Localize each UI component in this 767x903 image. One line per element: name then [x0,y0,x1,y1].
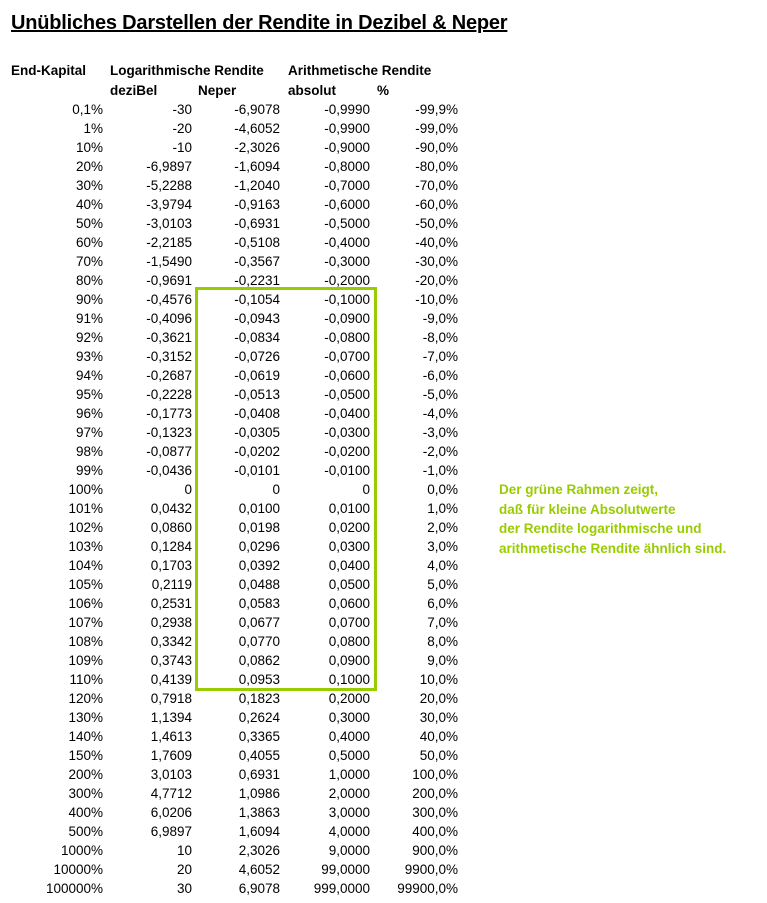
cell-dezibel: -0,1773 [146,406,192,422]
cell-dezibel: 20 [176,862,192,878]
cell-absolut: 0,0700 [328,615,370,631]
cell-absolut: -0,0500 [324,387,370,403]
cell-absolut: -0,9000 [324,140,370,156]
cell-dezibel: -1,5490 [146,254,192,270]
cell-prozent: 3,0% [427,539,458,555]
table-row [0,176,470,195]
cell-neper: 6,9078 [238,881,280,897]
table-row [0,860,470,879]
table-row [0,670,470,689]
cell-neper: 0,0953 [238,672,280,688]
cell-absolut: 0,1000 [328,672,370,688]
header-prozent: % [377,83,390,98]
cell-neper: -0,0408 [234,406,280,422]
table-row [0,461,470,480]
cell-absolut: -0,0300 [324,425,370,441]
cell-absolut: -0,5000 [324,216,370,232]
cell-dezibel: -3,0103 [146,216,192,232]
cell-neper: 0,0862 [238,653,280,669]
cell-dezibel: 10 [176,843,192,859]
cell-prozent: 300,0% [412,805,458,821]
cell-neper: -2,3026 [234,140,280,156]
table-row [0,366,470,385]
table-row [0,214,470,233]
cell-end-kapital: 500% [68,824,103,840]
table-row [0,613,470,632]
cell-prozent: -99,0% [415,121,458,136]
cell-prozent: -90,0% [415,140,458,156]
cell-neper: -6,9078 [234,102,280,117]
cell-neper: 0 [272,482,280,498]
cell-end-kapital: 99% [75,463,103,479]
table-row [0,537,470,556]
cell-neper: 0,0677 [238,615,280,631]
cell-end-kapital: 92% [75,330,103,346]
cell-absolut: 0,0400 [328,558,370,574]
cell-end-kapital: 150% [68,748,103,764]
cell-end-kapital: 40% [75,197,103,213]
cell-dezibel: -3,9794 [146,197,192,213]
cell-prozent: 0,0% [427,482,458,498]
cell-dezibel: 0,1703 [150,558,192,574]
cell-dezibel: -10 [172,140,192,156]
cell-absolut: -0,4000 [324,235,370,251]
cell-absolut: 1,0000 [328,767,370,783]
cell-neper: 1,0986 [238,786,280,802]
note-text [499,480,726,558]
header-absolut: absolut [288,83,337,98]
page-title: Unübliches Darstellen der Rendite in Dezibel & Neper [11,12,508,34]
cell-prozent: -6,0% [422,368,458,384]
cell-end-kapital: 105% [68,577,103,593]
cell-dezibel: 0 [184,482,192,498]
cell-end-kapital: 130% [68,710,103,726]
cell-neper: -0,9163 [234,197,280,213]
cell-end-kapital: 96% [75,406,103,422]
cell-absolut: -0,7000 [324,178,370,194]
cell-absolut: 9,0000 [328,843,370,859]
table-row [0,195,470,214]
cell-end-kapital: 200% [68,767,103,783]
table-row [0,651,470,670]
cell-prozent: -3,0% [422,425,458,441]
cell-dezibel: 0,3342 [150,634,192,650]
table-row [0,556,470,575]
cell-prozent: 8,0% [427,634,458,650]
cell-neper: -4,6052 [234,121,280,136]
cell-absolut: 99,0000 [321,862,370,878]
table-row [0,423,470,442]
table-row [0,309,470,328]
note-line: der Rendite logarithmische und [499,521,702,536]
cell-absolut: 0,0800 [328,634,370,650]
cell-neper: 0,1823 [238,691,280,707]
cell-neper: -0,2231 [234,273,280,289]
cell-prozent: -50,0% [415,216,458,232]
cell-absolut: -0,0200 [324,444,370,460]
cell-dezibel: -0,4096 [146,311,192,327]
cell-dezibel: 0,2531 [150,596,192,612]
cell-absolut: -0,6000 [324,197,370,213]
cell-end-kapital: 400% [68,805,103,821]
cell-dezibel: 3,0103 [150,767,192,783]
cell-dezibel: 0,3743 [150,653,192,669]
cell-dezibel: 1,1394 [150,710,192,726]
cell-neper: 0,6931 [238,767,280,783]
cell-absolut: 0 [362,482,370,498]
cell-prozent: 2,0% [427,520,458,536]
header-log-rendite: Logarithmische Rendite [110,63,264,78]
cell-prozent: 100,0% [412,767,458,783]
cell-end-kapital: 94% [75,368,103,384]
cell-neper: 1,6094 [238,824,280,840]
cell-end-kapital: 107% [68,615,103,631]
cell-dezibel: -0,2687 [146,368,192,384]
cell-prozent: 30,0% [419,710,458,726]
table-row [0,575,470,594]
cell-prozent: 50,0% [419,748,458,764]
table-row [0,708,470,727]
cell-end-kapital: 140% [68,729,103,745]
header-neper: Neper [198,83,237,98]
cell-dezibel: 6,9897 [150,824,192,840]
cell-prozent: 1,0% [427,501,458,517]
cell-prozent: -9,0% [422,311,458,327]
cell-dezibel: 1,7609 [150,748,192,764]
cell-absolut: 4,0000 [328,824,370,840]
cell-prozent: -20,0% [415,273,458,289]
cell-end-kapital: 0,1% [72,102,103,117]
cell-prozent: -10,0% [415,292,458,308]
cell-end-kapital: 30% [75,178,103,194]
cell-absolut: -0,0400 [324,406,370,422]
cell-absolut: -0,0800 [324,330,370,346]
table-row [0,518,470,537]
cell-absolut: 0,0900 [328,653,370,669]
cell-neper: 4,6052 [238,862,280,878]
cell-neper: -0,0943 [234,311,280,327]
cell-dezibel: -0,3152 [146,349,192,365]
cell-end-kapital: 60% [75,235,103,251]
cell-dezibel: -0,1323 [146,425,192,441]
cell-neper: 2,3026 [238,843,280,859]
cell-end-kapital: 10000% [53,862,103,878]
table-row [0,480,470,499]
cell-end-kapital: 300% [68,786,103,802]
cell-dezibel: 0,0860 [150,520,192,536]
cell-prozent: 99900,0% [397,881,458,897]
cell-prozent: -30,0% [415,254,458,270]
cell-end-kapital: 109% [68,653,103,669]
cell-absolut: -0,0900 [324,311,370,327]
cell-prozent: -99,9% [415,102,458,117]
cell-neper: 0,0296 [238,539,280,555]
table-row [0,100,470,119]
cell-absolut: -0,0600 [324,368,370,384]
cell-end-kapital: 104% [68,558,103,574]
cell-dezibel: -0,2228 [146,387,192,403]
cell-neper: 0,3365 [238,729,280,745]
cell-absolut: 0,0500 [328,577,370,593]
cell-end-kapital: 70% [75,254,103,270]
cell-dezibel: -6,9897 [146,159,192,175]
cell-neper: -0,0513 [234,387,280,403]
cell-prozent: -70,0% [415,178,458,194]
cell-neper: 0,0488 [238,577,280,593]
cell-dezibel: 0,1284 [150,539,192,555]
cell-absolut: -0,2000 [324,273,370,289]
cell-neper: 0,0392 [238,558,280,574]
cell-absolut: -0,1000 [324,292,370,308]
cell-dezibel: 0,0432 [150,501,192,517]
cell-end-kapital: 98% [75,444,103,460]
cell-absolut: 0,0100 [328,501,370,517]
cell-end-kapital: 10% [75,140,103,156]
cell-dezibel: 4,7712 [150,786,192,802]
cell-absolut: 2,0000 [328,786,370,802]
cell-absolut: -0,9990 [324,102,370,117]
cell-end-kapital: 1000% [60,843,103,859]
cell-prozent: 400,0% [412,824,458,840]
cell-neper: -0,0726 [234,349,280,365]
table-row [0,138,470,157]
cell-dezibel: -30 [172,102,192,117]
cell-prozent: 9900,0% [404,862,458,878]
cell-dezibel: -2,2185 [146,235,192,251]
note-line: arithmetische Rendite ähnlich sind. [499,540,727,556]
cell-absolut: 0,5000 [328,748,370,764]
cell-end-kapital: 120% [68,691,103,707]
cell-absolut: -0,0100 [324,463,370,479]
cell-neper: -1,2040 [234,178,280,194]
table-row [0,689,470,708]
cell-end-kapital: 108% [68,634,103,650]
cell-dezibel: -0,0436 [146,463,192,479]
table-row [0,157,470,176]
cell-prozent: -4,0% [422,406,458,422]
cell-neper: 0,0100 [238,501,280,517]
header-arith-rendite: Arithmetische Rendite [288,63,432,78]
cell-dezibel: 0,2938 [150,615,192,631]
cell-end-kapital: 100% [68,482,103,498]
cell-end-kapital: 100000% [45,881,103,897]
cell-absolut: 0,3000 [328,710,370,726]
table-row [0,290,470,309]
cell-prozent: -5,0% [422,387,458,403]
cell-neper: -0,3567 [234,254,280,270]
table-row [0,632,470,651]
cell-dezibel: 0,4139 [150,672,192,688]
cell-end-kapital: 1% [83,121,103,136]
cell-end-kapital: 90% [75,292,103,308]
cell-absolut: 3,0000 [328,805,370,821]
header-dezibel: deziBel [110,83,158,98]
table-row [0,841,470,860]
cell-prozent: -60,0% [415,197,458,213]
cell-absolut: -0,9900 [324,121,370,136]
cell-prozent: 7,0% [427,615,458,631]
table-row [0,271,470,290]
table-row [0,119,470,138]
cell-dezibel: 0,7918 [150,691,192,707]
cell-absolut: -0,0700 [324,349,370,365]
table-row [0,499,470,518]
cell-absolut: -0,3000 [324,254,370,270]
cell-dezibel: 1,4613 [150,729,192,745]
cell-prozent: 10,0% [419,672,458,688]
cell-dezibel: -0,0877 [146,444,192,460]
cell-end-kapital: 80% [75,273,103,289]
cell-end-kapital: 20% [75,159,103,175]
cell-prozent: -7,0% [422,349,458,365]
table-row [0,328,470,347]
cell-prozent: 9,0% [427,653,458,669]
cell-dezibel: 6,0206 [150,805,192,821]
header-end-kapital: End-Kapital [11,63,87,78]
cell-neper: -0,5108 [234,235,280,251]
cell-end-kapital: 97% [75,425,103,441]
cell-end-kapital: 103% [68,539,103,555]
cell-neper: -1,6094 [234,159,280,175]
cell-prozent: -1,0% [422,463,458,479]
cell-neper: -0,0834 [234,330,280,346]
cell-dezibel: 0,2119 [151,577,192,593]
cell-dezibel: -0,4576 [146,292,192,308]
table-row [0,879,470,898]
cell-end-kapital: 106% [68,596,103,612]
cell-end-kapital: 95% [75,387,103,403]
table-row [0,594,470,613]
table-row [0,347,470,366]
cell-prozent: 200,0% [412,786,458,802]
table-row [0,404,470,423]
cell-end-kapital: 102% [68,520,103,536]
cell-dezibel: -0,9691 [146,273,192,289]
cell-neper: 1,3863 [238,805,280,821]
cell-prozent: -80,0% [415,159,458,175]
cell-absolut: 0,0200 [328,520,370,536]
cell-absolut: 0,2000 [328,691,370,707]
cell-neper: 0,4055 [238,748,280,764]
table-row [0,727,470,746]
table-row [0,784,470,803]
cell-prozent: 20,0% [419,691,458,707]
table-row [0,442,470,461]
table-row [0,822,470,841]
cell-prozent: 40,0% [419,729,458,745]
cell-absolut: -0,8000 [324,159,370,175]
cell-neper: -0,0101 [234,463,280,479]
cell-neper: -0,0619 [234,368,280,384]
cell-prozent: -2,0% [422,444,458,460]
cell-dezibel: -20 [172,121,192,136]
cell-prozent: -40,0% [415,235,458,251]
table-row [0,252,470,271]
cell-end-kapital: 101% [68,501,103,517]
cell-end-kapital: 110% [69,672,103,688]
cell-prozent: 900,0% [412,843,458,859]
cell-neper: 0,2624 [238,710,280,726]
cell-dezibel: -0,3621 [146,330,192,346]
table-row [0,803,470,822]
table-row [0,765,470,784]
cell-neper: -0,0305 [234,425,280,441]
cell-absolut: 999,0000 [313,881,370,897]
cell-neper: -0,1054 [234,292,280,308]
note-line: daß für kleine Absolutwerte [499,501,676,517]
cell-end-kapital: 50% [75,216,103,232]
table-row [0,746,470,765]
cell-prozent: 6,0% [427,596,458,612]
cell-neper: -0,6931 [234,216,280,232]
cell-prozent: 5,0% [427,577,458,593]
cell-neper: 0,0198 [238,520,280,536]
cell-dezibel: 30 [176,881,192,897]
note-line: Der grüne Rahmen zeigt, [499,482,659,497]
cell-neper: 0,0770 [238,634,280,650]
cell-prozent: 4,0% [427,558,458,574]
cell-absolut: 0,4000 [328,729,370,745]
cell-end-kapital: 91% [75,311,103,327]
cell-end-kapital: 93% [75,349,103,365]
cell-dezibel: -5,2288 [146,178,192,194]
table-row [0,385,470,404]
cell-neper: -0,0202 [234,444,280,460]
cell-prozent: -8,0% [422,330,458,346]
cell-absolut: 0,0300 [328,539,370,555]
table-row [0,233,470,252]
cell-neper: 0,0583 [238,596,280,612]
cell-absolut: 0,0600 [328,596,370,612]
